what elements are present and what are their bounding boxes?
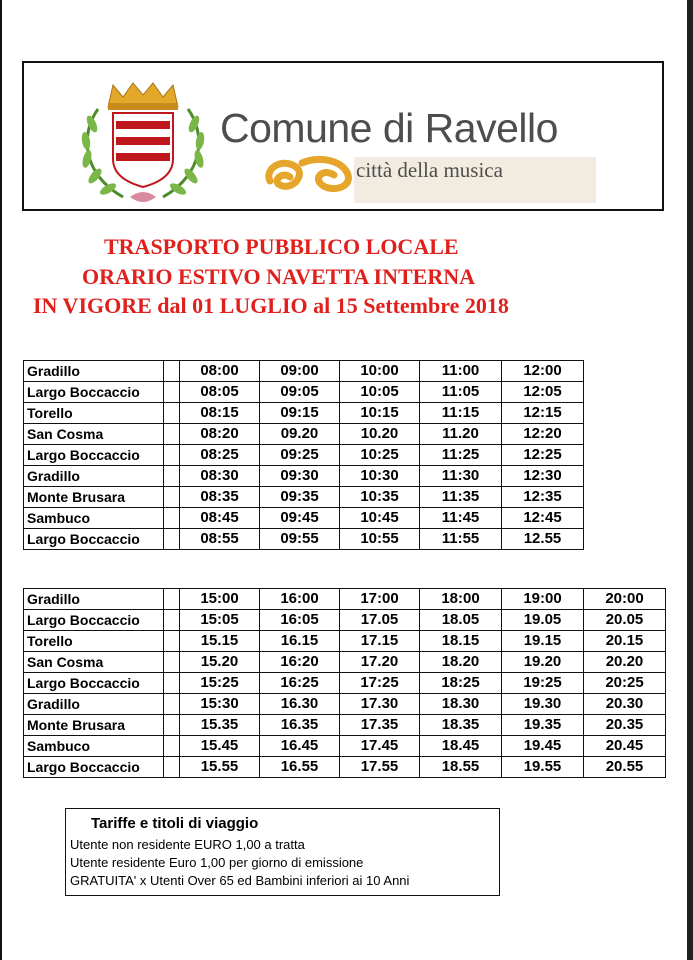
departure-time: 18:25 [420,673,502,694]
departure-time: 18.30 [420,694,502,715]
departure-time: 18.15 [420,631,502,652]
spacer-cell [164,610,180,631]
table-row [24,652,666,673]
table-row [24,757,666,778]
table-row [24,736,666,757]
departure-time: 10:15 [340,403,420,424]
departure-time: 19.55 [502,757,584,778]
departure-time: 11.20 [420,424,502,445]
departure-time: 09:15 [260,403,340,424]
departure-time: 18.45 [420,736,502,757]
departure-time: 15:25 [180,673,260,694]
departure-time: 08:15 [180,403,260,424]
departure-time: 17.55 [340,757,420,778]
departure-time: 11:05 [420,382,502,403]
table-row [24,631,666,652]
morning-timetable [23,360,584,550]
departure-time: 08:25 [180,445,260,466]
departure-time: 19:25 [502,673,584,694]
table-row [24,694,666,715]
stop-name: Gradillo [24,694,164,715]
departure-time: 20:00 [584,589,666,610]
departure-time: 10:45 [340,508,420,529]
departure-time: 12:05 [502,382,584,403]
departure-time: 09:25 [260,445,340,466]
departure-time: 08:45 [180,508,260,529]
stop-name: Largo Boccaccio [24,610,164,631]
departure-time: 10:00 [340,361,420,382]
spacer-cell [164,382,180,403]
departure-time: 12.55 [502,529,584,550]
departure-time: 12:45 [502,508,584,529]
departure-time: 16:05 [260,610,340,631]
afternoon-timetable [23,588,666,778]
table-row [24,610,666,631]
departure-time: 18.20 [420,652,502,673]
title-line-3: IN VIGORE dal 01 LUGLIO al 15 Settembre 2018 [33,293,509,318]
departure-time: 17.30 [340,694,420,715]
departure-time: 15:05 [180,610,260,631]
fares-box [65,808,500,896]
departure-time: 20:25 [584,673,666,694]
fare-free: GRATUITA' x Utenti Over 65 ed Bambini inferiori ai 10 Anni [70,873,410,888]
stop-name: Gradillo [24,361,164,382]
departure-time: 19.20 [502,652,584,673]
departure-time: 19.30 [502,694,584,715]
table-row [24,424,584,445]
fare-non-resident: Utente non residente EURO 1,00 a tratta [70,837,305,852]
departure-time: 18.55 [420,757,502,778]
stop-name: Gradillo [24,466,164,487]
coat-of-arms-icon [68,79,218,204]
departure-time: 11:15 [420,403,502,424]
table-row [24,529,584,550]
page-edge-left [0,0,2,960]
stop-name: San Cosma [24,424,164,445]
departure-time: 20.05 [584,610,666,631]
spacer-cell [164,466,180,487]
departure-time: 10:25 [340,445,420,466]
departure-time: 09:45 [260,508,340,529]
spacer-cell [164,631,180,652]
title-line-2: ORARIO ESTIVO NAVETTA INTERNA [82,264,476,289]
stop-name: Torello [24,631,164,652]
stop-name: Monte Brusara [24,715,164,736]
spacer-cell [164,589,180,610]
table-row [24,715,666,736]
table-row [24,382,584,403]
departure-time: 12:15 [502,403,584,424]
departure-time: 10:35 [340,487,420,508]
spacer-cell [164,508,180,529]
departure-time: 20.15 [584,631,666,652]
departure-time: 12:20 [502,424,584,445]
table-row [24,487,584,508]
departure-time: 08:35 [180,487,260,508]
departure-time: 12:35 [502,487,584,508]
departure-time: 16.55 [260,757,340,778]
departure-time: 17:25 [340,673,420,694]
table-row [24,403,584,424]
fares-title: Tariffe e titoli di viaggio [91,815,259,832]
departure-time: 15.15 [180,631,260,652]
departure-time: 10:55 [340,529,420,550]
stop-name: Torello [24,403,164,424]
departure-time: 16.30 [260,694,340,715]
table-row [24,508,584,529]
departure-time: 09:35 [260,487,340,508]
stop-name: Gradillo [24,589,164,610]
departure-time: 15.55 [180,757,260,778]
departure-time: 17.20 [340,652,420,673]
departure-time: 10.20 [340,424,420,445]
departure-time: 15.20 [180,652,260,673]
music-note-logo-icon [262,151,357,195]
departure-time: 17.15 [340,631,420,652]
municipality-name: Comune di Ravello [220,105,558,151]
spacer-cell [164,487,180,508]
stop-name: Largo Boccaccio [24,382,164,403]
departure-time: 15.45 [180,736,260,757]
departure-time: 09:55 [260,529,340,550]
departure-time: 11:55 [420,529,502,550]
table-row [24,361,584,382]
departure-time: 16:25 [260,673,340,694]
departure-time: 09:05 [260,382,340,403]
departure-time: 16.45 [260,736,340,757]
departure-time: 18:00 [420,589,502,610]
departure-time: 11:25 [420,445,502,466]
spacer-cell [164,715,180,736]
stop-name: Monte Brusara [24,487,164,508]
departure-time: 08:30 [180,466,260,487]
departure-time: 19.05 [502,610,584,631]
departure-time: 10:30 [340,466,420,487]
stop-name: Largo Boccaccio [24,529,164,550]
departure-time: 16.15 [260,631,340,652]
spacer-cell [164,424,180,445]
departure-time: 15.35 [180,715,260,736]
departure-time: 12:00 [502,361,584,382]
departure-time: 18.05 [420,610,502,631]
spacer-cell [164,757,180,778]
departure-time: 17.45 [340,736,420,757]
departure-time: 15:30 [180,694,260,715]
departure-time: 16.35 [260,715,340,736]
departure-time: 18.35 [420,715,502,736]
table-row [24,466,584,487]
spacer-cell [164,694,180,715]
departure-time: 11:45 [420,508,502,529]
departure-time: 16:00 [260,589,340,610]
departure-time: 08:00 [180,361,260,382]
departure-time: 20.45 [584,736,666,757]
stop-name: Largo Boccaccio [24,445,164,466]
table-row [24,445,584,466]
departure-time: 19.45 [502,736,584,757]
stop-name: Sambuco [24,736,164,757]
departure-time: 08:20 [180,424,260,445]
departure-time: 20.35 [584,715,666,736]
departure-time: 12:25 [502,445,584,466]
spacer-cell [164,529,180,550]
spacer-cell [164,736,180,757]
spacer-cell [164,673,180,694]
departure-time: 09:00 [260,361,340,382]
departure-time: 11:30 [420,466,502,487]
departure-time: 08:55 [180,529,260,550]
departure-time: 19.35 [502,715,584,736]
departure-time: 20.55 [584,757,666,778]
fare-resident: Utente residente Euro 1,00 per giorno di emissione [70,855,364,870]
departure-time: 09:30 [260,466,340,487]
spacer-cell [164,652,180,673]
departure-time: 09.20 [260,424,340,445]
departure-time: 08:05 [180,382,260,403]
page-edge-right [687,0,693,960]
departure-time: 10:05 [340,382,420,403]
tagline: città della musica [356,158,503,182]
stop-name: San Cosma [24,652,164,673]
departure-time: 19:00 [502,589,584,610]
stop-name: Largo Boccaccio [24,673,164,694]
departure-time: 12:30 [502,466,584,487]
departure-time: 16:20 [260,652,340,673]
departure-time: 17:00 [340,589,420,610]
departure-time: 11:00 [420,361,502,382]
departure-time: 17.35 [340,715,420,736]
stop-name: Sambuco [24,508,164,529]
spacer-cell [164,445,180,466]
departure-time: 19.15 [502,631,584,652]
table-row [24,589,666,610]
departure-time: 17.05 [340,610,420,631]
table-row [24,673,666,694]
departure-time: 20.30 [584,694,666,715]
departure-time: 11:35 [420,487,502,508]
stop-name: Largo Boccaccio [24,757,164,778]
title-line-1: TRASPORTO PUBBLICO LOCALE [104,234,459,259]
departure-time: 20.20 [584,652,666,673]
spacer-cell [164,403,180,424]
departure-time: 15:00 [180,589,260,610]
header-banner [22,61,664,211]
spacer-cell [164,361,180,382]
